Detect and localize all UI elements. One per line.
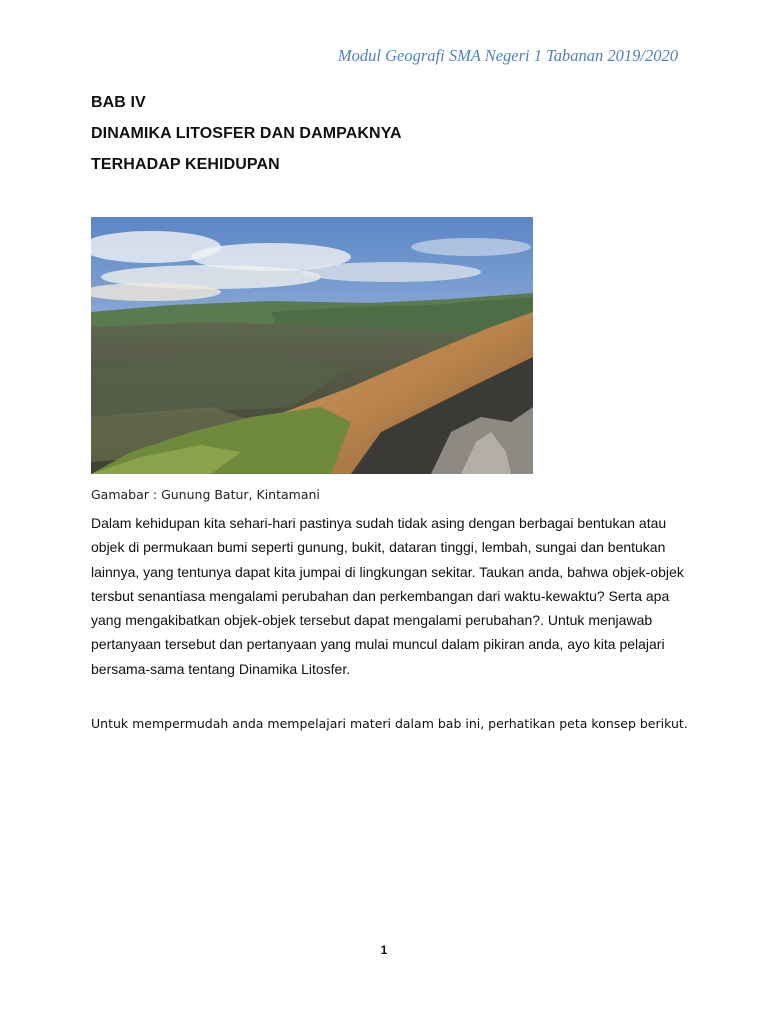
concept-map-note: Untuk mempermudah anda mempelajari materi dalam bab ini, perhatikan peta konsep berikut.: [91, 716, 688, 731]
mountain-photo: [91, 217, 533, 474]
paragraph-line: tersbut senantiasa mengalami perubahan dan perkembangan dari waktu-kewaktu? Serta apa: [91, 587, 670, 604]
figure-caption: Gamabar : Gunung Batur, Kintamani: [91, 487, 320, 502]
chapter-number: BAB IV: [91, 94, 146, 111]
intro-paragraph: [91, 511, 691, 681]
paragraph-line: bersama-sama tentang Dinamika Litosfer.: [91, 660, 351, 677]
page-number: 1: [380, 943, 388, 957]
paragraph-line: yang mengakibatkan objek-objek tersebut dapat mengalami perubahan?. Untuk menjawab: [91, 612, 653, 629]
paragraph-line: lainnya, yang tentunya dapat kita jumpai di lingkungan sekitar. Taukan anda, bahwa objek-objek: [91, 563, 684, 580]
paragraph-line: Dalam kehidupan kita sehari-hari pastinya sudah tidak asing dengan berbagai bentukan atau: [91, 515, 667, 531]
chapter-title-line-2: TERHADAP KEHIDUPAN: [91, 156, 280, 173]
paragraph-line: pertanyaan tersebut dan pertanyaan yang mulai muncul dalam pikiran anda, ayo kita pelajari: [91, 636, 665, 653]
chapter-title-line-1: DINAMIKA LITOSFER DAN DAMPAKNYA: [91, 125, 402, 142]
paragraph-line: objek di permukaan bumi seperti gunung, bukit, dataran tinggi, lembah, sungai dan bentukan: [91, 539, 666, 556]
page-header: Modul Geografi SMA Negeri 1 Tabanan 2019/2020: [337, 46, 678, 65]
